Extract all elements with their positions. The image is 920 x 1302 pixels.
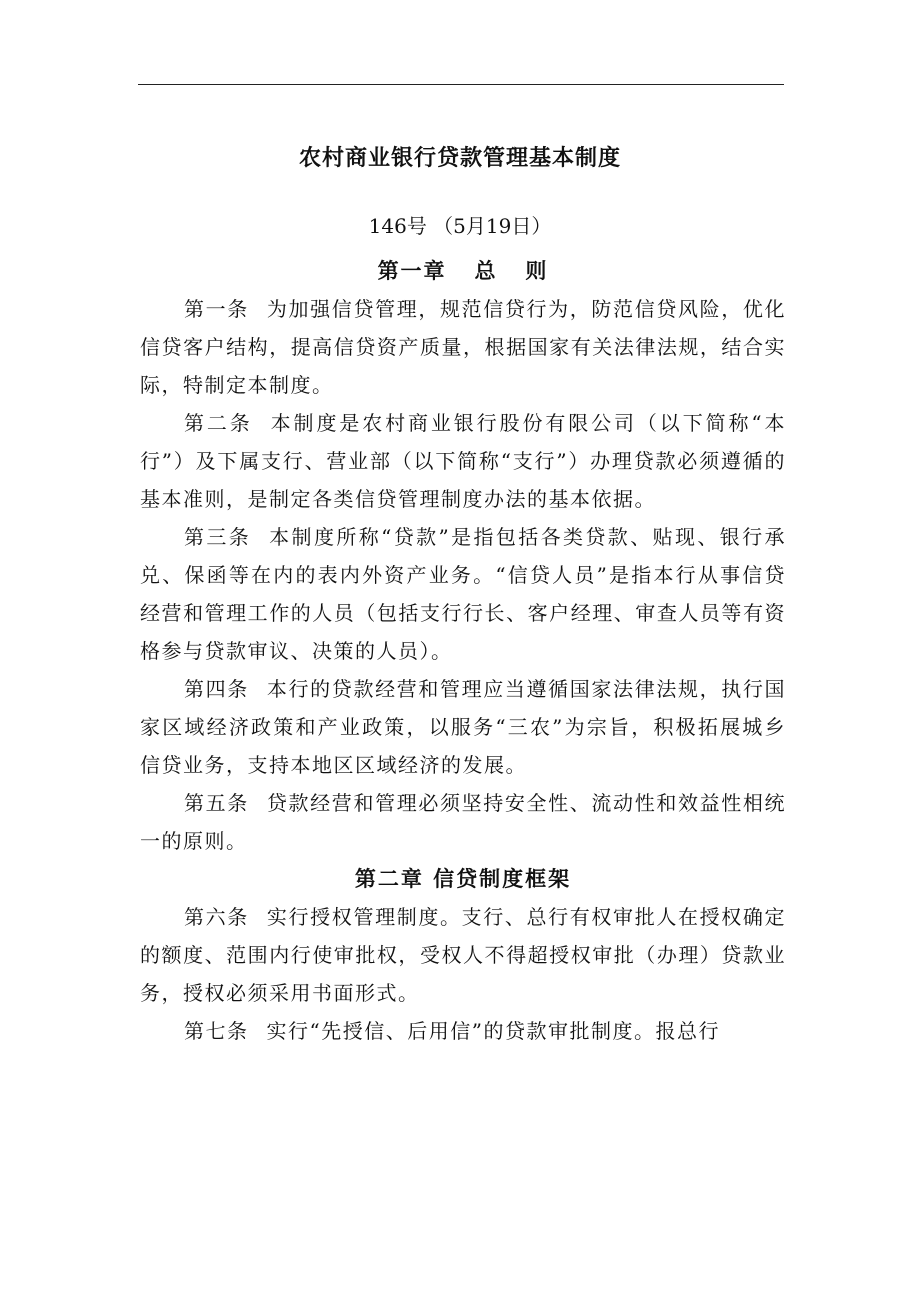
document-body — [140, 252, 786, 1050]
article-label: 第二条 — [184, 411, 253, 435]
chapter-heading: 第一章 总 则 — [377, 258, 549, 283]
header-rule — [138, 84, 784, 85]
article-7 — [140, 1012, 786, 1050]
chapter-heading: 第二章 信贷制度框架 — [354, 866, 572, 891]
article-text: 为加强信贷管理，规范信贷行为，防范信贷风险，优化信贷客户结构，提高信贷资产质量，根据国家有关法律法规，结合实际，特制定本制度。 — [140, 297, 787, 397]
article-text: 实行“先授信、后用信”的贷款审批制度。报总行 — [266, 1019, 720, 1043]
article-2 — [140, 404, 786, 518]
article-label: 第七条 — [184, 1019, 249, 1043]
article-text: 本制度所称“贷款”是指包括各类贷款、贴现、银行承兑、保函等在内的表内外资产业务。“信贷人员”是指本行从事信贷经营和管理工作的人员（包括支行行长、客户经理、审查人员等有资格参与贷款审议、决策的人员）。 — [140, 525, 787, 663]
article-6 — [140, 898, 786, 1012]
article-text: 贷款经营和管理必须坚持安全性、流动性和效益性相统一的原则。 — [140, 791, 787, 853]
article-1 — [140, 290, 786, 404]
article-text: 实行授权管理制度。支行、总行有权审批人在授权确定的额度、范围内行使审批权，受权人不得超授权审批（办理）贷款业务，授权必须采用书面形式。 — [140, 905, 787, 1005]
document-number-date: 146号 （5月19日） — [368, 214, 552, 238]
article-4 — [140, 670, 786, 784]
article-label: 第一条 — [184, 297, 249, 321]
article-5 — [140, 784, 786, 860]
article-label: 第五条 — [184, 791, 249, 815]
article-label: 第六条 — [184, 905, 249, 929]
article-label: 第四条 — [184, 677, 249, 701]
document-title: 农村商业银行贷款管理基本制度 — [298, 145, 621, 171]
article-text: 本行的贷款经营和管理应当遵循国家法律法规，执行国家区域经济政策和产业政策，以服务“三农”为宗旨，积极拓展城乡信贷业务，支持本地区区域经济的发展。 — [140, 677, 787, 777]
article-3 — [140, 518, 786, 670]
article-label: 第三条 — [184, 525, 252, 549]
article-text: 本制度是农村商业银行股份有限公司（以下简称“本行”）及下属支行、营业部（以下简称“支行”）办理贷款必须遵循的基本准则，是制定各类信贷管理制度办法的基本依据。 — [140, 411, 786, 511]
